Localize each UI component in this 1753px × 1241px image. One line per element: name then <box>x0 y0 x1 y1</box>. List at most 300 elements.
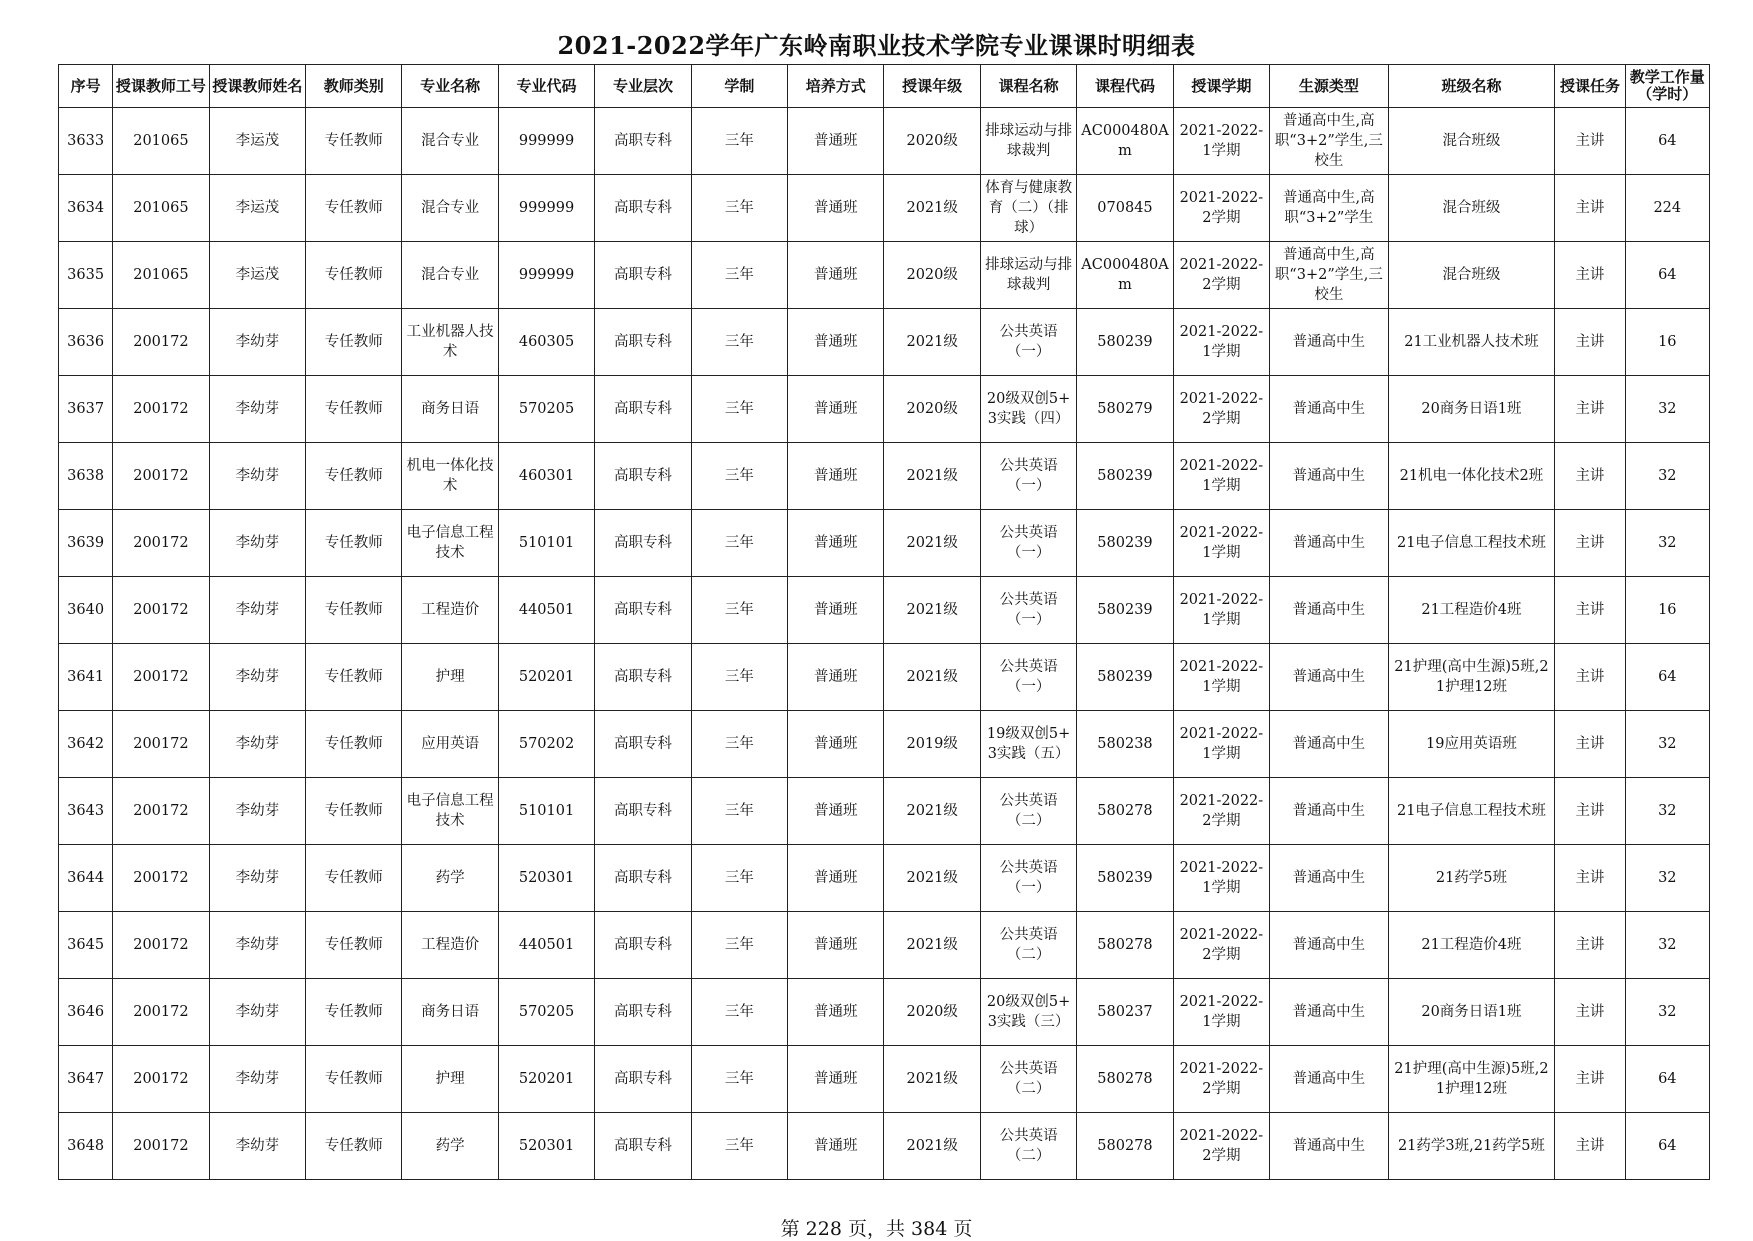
cell-student-source: 普通高中生 <box>1270 1113 1389 1180</box>
cell-duration: 三年 <box>691 175 787 242</box>
cell-student-source: 普通高中生 <box>1270 912 1389 979</box>
cell-task: 主讲 <box>1555 242 1625 309</box>
cell-major-code: 999999 <box>498 108 594 175</box>
column-header-teacher-type: 教师类别 <box>306 65 402 108</box>
cell-teacher-id: 200172 <box>113 845 209 912</box>
cell-seq: 3636 <box>59 309 113 376</box>
cell-teacher-id: 200172 <box>113 912 209 979</box>
cell-duration: 三年 <box>691 1113 787 1180</box>
cell-teacher-id: 200172 <box>113 1046 209 1113</box>
cell-teacher-type: 专任教师 <box>306 175 402 242</box>
cell-grade: 2021级 <box>884 778 980 845</box>
table-row <box>59 711 1710 778</box>
cell-major-code: 520201 <box>498 1046 594 1113</box>
cell-workload: 32 <box>1625 912 1709 979</box>
cell-teacher-id: 200172 <box>113 644 209 711</box>
column-header-major-name: 专业名称 <box>402 65 498 108</box>
cell-major-code: 999999 <box>498 242 594 309</box>
cell-teacher-name: 李幼芽 <box>209 778 305 845</box>
cell-workload: 32 <box>1625 711 1709 778</box>
cell-teacher-name: 李运茂 <box>209 175 305 242</box>
cell-major-code: 510101 <box>498 778 594 845</box>
cell-training-mode: 普通班 <box>788 1113 884 1180</box>
cell-workload: 16 <box>1625 577 1709 644</box>
cell-grade: 2021级 <box>884 443 980 510</box>
cell-workload: 64 <box>1625 1113 1709 1180</box>
cell-major-name: 混合专业 <box>402 175 498 242</box>
cell-teacher-type: 专任教师 <box>306 577 402 644</box>
cell-semester: 2021-2022-1学期 <box>1173 979 1269 1046</box>
cell-course-name: 20级双创5+3实践（四） <box>980 376 1076 443</box>
cell-major-name: 电子信息工程技术 <box>402 778 498 845</box>
cell-semester: 2021-2022-1学期 <box>1173 644 1269 711</box>
cell-teacher-id: 200172 <box>113 376 209 443</box>
cell-major-level: 高职专科 <box>595 242 691 309</box>
cell-grade: 2020级 <box>884 979 980 1046</box>
cell-class-name: 混合班级 <box>1388 175 1555 242</box>
table-row <box>59 443 1710 510</box>
cell-major-level: 高职专科 <box>595 912 691 979</box>
cell-course-code: AC000480Am <box>1077 242 1173 309</box>
cell-student-source: 普通高中生 <box>1270 577 1389 644</box>
cell-major-code: 999999 <box>498 175 594 242</box>
cell-class-name: 21机电一体化技术2班 <box>1388 443 1555 510</box>
cell-major-name: 药学 <box>402 1113 498 1180</box>
cell-major-level: 高职专科 <box>595 845 691 912</box>
cell-task: 主讲 <box>1555 644 1625 711</box>
cell-teacher-name: 李幼芽 <box>209 711 305 778</box>
table-row <box>59 845 1710 912</box>
cell-workload: 32 <box>1625 510 1709 577</box>
cell-training-mode: 普通班 <box>788 577 884 644</box>
cell-workload: 16 <box>1625 309 1709 376</box>
cell-teacher-name: 李幼芽 <box>209 1046 305 1113</box>
cell-seq: 3637 <box>59 376 113 443</box>
cell-training-mode: 普通班 <box>788 1046 884 1113</box>
cell-student-source: 普通高中生,高职“3+2”学生,三校生 <box>1270 242 1389 309</box>
cell-major-level: 高职专科 <box>595 175 691 242</box>
cell-duration: 三年 <box>691 108 787 175</box>
column-header-student-source: 生源类型 <box>1270 65 1389 108</box>
cell-major-level: 高职专科 <box>595 1113 691 1180</box>
cell-semester: 2021-2022-1学期 <box>1173 711 1269 778</box>
cell-class-name: 21工程造价4班 <box>1388 912 1555 979</box>
table-row <box>59 912 1710 979</box>
cell-teacher-type: 专任教师 <box>306 644 402 711</box>
cell-seq: 3635 <box>59 242 113 309</box>
cell-duration: 三年 <box>691 778 787 845</box>
cell-seq: 3648 <box>59 1113 113 1180</box>
cell-teacher-name: 李运茂 <box>209 242 305 309</box>
cell-teacher-name: 李幼芽 <box>209 577 305 644</box>
cell-teacher-name: 李幼芽 <box>209 443 305 510</box>
cell-major-code: 570205 <box>498 376 594 443</box>
column-header-class-name: 班级名称 <box>1388 65 1555 108</box>
cell-duration: 三年 <box>691 845 787 912</box>
cell-workload: 64 <box>1625 1046 1709 1113</box>
cell-workload: 64 <box>1625 108 1709 175</box>
table-body <box>59 108 1710 1180</box>
cell-semester: 2021-2022-2学期 <box>1173 1113 1269 1180</box>
cell-duration: 三年 <box>691 443 787 510</box>
cell-teacher-name: 李幼芽 <box>209 912 305 979</box>
cell-task: 主讲 <box>1555 778 1625 845</box>
column-header-major-level: 专业层次 <box>595 65 691 108</box>
cell-grade: 2021级 <box>884 912 980 979</box>
cell-class-name: 20商务日语1班 <box>1388 376 1555 443</box>
cell-task: 主讲 <box>1555 711 1625 778</box>
table-row <box>59 175 1710 242</box>
cell-task: 主讲 <box>1555 175 1625 242</box>
cell-teacher-type: 专任教师 <box>306 242 402 309</box>
cell-major-name: 混合专业 <box>402 108 498 175</box>
cell-seq: 3641 <box>59 644 113 711</box>
cell-task: 主讲 <box>1555 510 1625 577</box>
page-footer: 第 228 页，共 384 页 <box>780 1218 973 1240</box>
cell-training-mode: 普通班 <box>788 711 884 778</box>
cell-course-code: 070845 <box>1077 175 1173 242</box>
cell-teacher-type: 专任教师 <box>306 979 402 1046</box>
cell-grade: 2021级 <box>884 577 980 644</box>
cell-major-level: 高职专科 <box>595 778 691 845</box>
cell-course-name: 公共英语（二） <box>980 912 1076 979</box>
table-row <box>59 644 1710 711</box>
cell-major-code: 520301 <box>498 845 594 912</box>
cell-student-source: 普通高中生 <box>1270 778 1389 845</box>
cell-teacher-id: 200172 <box>113 443 209 510</box>
cell-workload: 32 <box>1625 443 1709 510</box>
cell-class-name: 21药学3班,21药学5班 <box>1388 1113 1555 1180</box>
cell-student-source: 普通高中生 <box>1270 979 1389 1046</box>
cell-duration: 三年 <box>691 979 787 1046</box>
table-row <box>59 108 1710 175</box>
cell-teacher-id: 200172 <box>113 510 209 577</box>
cell-semester: 2021-2022-1学期 <box>1173 108 1269 175</box>
column-header-duration: 学制 <box>691 65 787 108</box>
cell-major-name: 机电一体化技术 <box>402 443 498 510</box>
cell-teacher-type: 专任教师 <box>306 510 402 577</box>
cell-course-name: 公共英语（一） <box>980 309 1076 376</box>
cell-student-source: 普通高中生 <box>1270 443 1389 510</box>
cell-teacher-type: 专任教师 <box>306 1113 402 1180</box>
cell-student-source: 普通高中生,高职“3+2”学生,三校生 <box>1270 108 1389 175</box>
cell-training-mode: 普通班 <box>788 644 884 711</box>
cell-major-level: 高职专科 <box>595 1046 691 1113</box>
cell-training-mode: 普通班 <box>788 376 884 443</box>
cell-major-name: 电子信息工程技术 <box>402 510 498 577</box>
cell-semester: 2021-2022-2学期 <box>1173 1046 1269 1113</box>
cell-training-mode: 普通班 <box>788 912 884 979</box>
cell-training-mode: 普通班 <box>788 443 884 510</box>
cell-duration: 三年 <box>691 912 787 979</box>
cell-teacher-id: 201065 <box>113 242 209 309</box>
cell-class-name: 20商务日语1班 <box>1388 979 1555 1046</box>
cell-major-code: 570202 <box>498 711 594 778</box>
cell-student-source: 普通高中生 <box>1270 1046 1389 1113</box>
cell-duration: 三年 <box>691 644 787 711</box>
cell-teacher-name: 李幼芽 <box>209 845 305 912</box>
cell-workload: 32 <box>1625 845 1709 912</box>
cell-grade: 2021级 <box>884 845 980 912</box>
cell-course-name: 公共英语（二） <box>980 778 1076 845</box>
cell-course-name: 公共英语（一） <box>980 443 1076 510</box>
cell-major-name: 工程造价 <box>402 577 498 644</box>
cell-teacher-id: 201065 <box>113 175 209 242</box>
table-row <box>59 577 1710 644</box>
cell-major-name: 药学 <box>402 845 498 912</box>
cell-task: 主讲 <box>1555 108 1625 175</box>
cell-seq: 3645 <box>59 912 113 979</box>
cell-seq: 3639 <box>59 510 113 577</box>
cell-course-name: 公共英语（一） <box>980 510 1076 577</box>
cell-major-level: 高职专科 <box>595 108 691 175</box>
cell-class-name: 21护理(高中生源)5班,21护理12班 <box>1388 644 1555 711</box>
cell-training-mode: 普通班 <box>788 108 884 175</box>
cell-course-code: AC000480Am <box>1077 108 1173 175</box>
cell-training-mode: 普通班 <box>788 845 884 912</box>
cell-teacher-name: 李幼芽 <box>209 309 305 376</box>
cell-major-name: 应用英语 <box>402 711 498 778</box>
cell-grade: 2021级 <box>884 309 980 376</box>
cell-major-name: 护理 <box>402 644 498 711</box>
cell-class-name: 混合班级 <box>1388 242 1555 309</box>
cell-class-name: 混合班级 <box>1388 108 1555 175</box>
cell-semester: 2021-2022-1学期 <box>1173 577 1269 644</box>
cell-task: 主讲 <box>1555 443 1625 510</box>
cell-major-level: 高职专科 <box>595 510 691 577</box>
cell-class-name: 21电子信息工程技术班 <box>1388 510 1555 577</box>
cell-training-mode: 普通班 <box>788 309 884 376</box>
cell-grade: 2021级 <box>884 1046 980 1113</box>
cell-seq: 3643 <box>59 778 113 845</box>
table-row <box>59 242 1710 309</box>
cell-training-mode: 普通班 <box>788 778 884 845</box>
cell-class-name: 21护理(高中生源)5班,21护理12班 <box>1388 1046 1555 1113</box>
cell-teacher-type: 专任教师 <box>306 1046 402 1113</box>
cell-course-code: 580278 <box>1077 778 1173 845</box>
cell-teacher-id: 200172 <box>113 1113 209 1180</box>
cell-course-code: 580238 <box>1077 711 1173 778</box>
cell-seq: 3633 <box>59 108 113 175</box>
course-hours-table <box>58 64 1710 1180</box>
cell-major-code: 460305 <box>498 309 594 376</box>
cell-teacher-id: 200172 <box>113 309 209 376</box>
cell-course-code: 580239 <box>1077 510 1173 577</box>
cell-grade: 2021级 <box>884 510 980 577</box>
cell-grade: 2020级 <box>884 108 980 175</box>
cell-student-source: 普通高中生 <box>1270 711 1389 778</box>
page-title: 2021-2022学年广东岭南职业技术学院专业课课时明细表 <box>557 31 1196 60</box>
cell-major-name: 商务日语 <box>402 979 498 1046</box>
cell-duration: 三年 <box>691 711 787 778</box>
cell-teacher-name: 李幼芽 <box>209 644 305 711</box>
cell-major-level: 高职专科 <box>595 577 691 644</box>
column-header-training-mode: 培养方式 <box>788 65 884 108</box>
cell-duration: 三年 <box>691 577 787 644</box>
cell-course-name: 公共英语（二） <box>980 1046 1076 1113</box>
cell-major-code: 570205 <box>498 979 594 1046</box>
cell-class-name: 21工程造价4班 <box>1388 577 1555 644</box>
cell-major-level: 高职专科 <box>595 711 691 778</box>
cell-class-name: 21电子信息工程技术班 <box>1388 778 1555 845</box>
cell-student-source: 普通高中生,高职“3+2”学生 <box>1270 175 1389 242</box>
cell-workload: 32 <box>1625 376 1709 443</box>
cell-grade: 2021级 <box>884 175 980 242</box>
table-row <box>59 376 1710 443</box>
cell-teacher-name: 李幼芽 <box>209 510 305 577</box>
cell-course-name: 体育与健康教育（二）（排球） <box>980 175 1076 242</box>
cell-teacher-id: 200172 <box>113 711 209 778</box>
cell-teacher-id: 200172 <box>113 577 209 644</box>
cell-student-source: 普通高中生 <box>1270 309 1389 376</box>
cell-workload: 224 <box>1625 175 1709 242</box>
cell-seq: 3642 <box>59 711 113 778</box>
cell-major-name: 工业机器人技术 <box>402 309 498 376</box>
table-row <box>59 1046 1710 1113</box>
cell-class-name: 21工业机器人技术班 <box>1388 309 1555 376</box>
cell-major-level: 高职专科 <box>595 644 691 711</box>
cell-major-name: 工程造价 <box>402 912 498 979</box>
cell-teacher-id: 201065 <box>113 108 209 175</box>
cell-duration: 三年 <box>691 1046 787 1113</box>
cell-semester: 2021-2022-2学期 <box>1173 175 1269 242</box>
cell-major-level: 高职专科 <box>595 979 691 1046</box>
cell-semester: 2021-2022-2学期 <box>1173 778 1269 845</box>
cell-class-name: 19应用英语班 <box>1388 711 1555 778</box>
cell-grade: 2019级 <box>884 711 980 778</box>
cell-teacher-id: 200172 <box>113 979 209 1046</box>
cell-teacher-type: 专任教师 <box>306 309 402 376</box>
column-header-teacher-id: 授课教师工号 <box>113 65 209 108</box>
column-header-course-code: 课程代码 <box>1077 65 1173 108</box>
cell-duration: 三年 <box>691 376 787 443</box>
column-header-semester: 授课学期 <box>1173 65 1269 108</box>
cell-training-mode: 普通班 <box>788 979 884 1046</box>
cell-teacher-type: 专任教师 <box>306 108 402 175</box>
cell-seq: 3640 <box>59 577 113 644</box>
cell-task: 主讲 <box>1555 309 1625 376</box>
cell-teacher-type: 专任教师 <box>306 376 402 443</box>
cell-teacher-type: 专任教师 <box>306 845 402 912</box>
cell-task: 主讲 <box>1555 845 1625 912</box>
cell-course-code: 580239 <box>1077 443 1173 510</box>
cell-course-name: 20级双创5+3实践（三） <box>980 979 1076 1046</box>
cell-training-mode: 普通班 <box>788 510 884 577</box>
cell-teacher-type: 专任教师 <box>306 778 402 845</box>
cell-task: 主讲 <box>1555 979 1625 1046</box>
cell-course-name: 排球运动与排球裁判 <box>980 108 1076 175</box>
cell-duration: 三年 <box>691 242 787 309</box>
table-row <box>59 510 1710 577</box>
cell-semester: 2021-2022-1学期 <box>1173 443 1269 510</box>
cell-grade: 2020级 <box>884 376 980 443</box>
column-header-seq: 序号 <box>59 65 113 108</box>
cell-teacher-type: 专任教师 <box>306 912 402 979</box>
cell-course-name: 公共英语（一） <box>980 845 1076 912</box>
cell-major-name: 混合专业 <box>402 242 498 309</box>
cell-course-code: 580278 <box>1077 1046 1173 1113</box>
column-header-task: 授课任务 <box>1555 65 1625 108</box>
cell-major-level: 高职专科 <box>595 376 691 443</box>
cell-course-name: 公共英语（二） <box>980 1113 1076 1180</box>
cell-major-code: 460301 <box>498 443 594 510</box>
cell-task: 主讲 <box>1555 1046 1625 1113</box>
cell-task: 主讲 <box>1555 912 1625 979</box>
table-row <box>59 979 1710 1046</box>
cell-workload: 32 <box>1625 778 1709 845</box>
header-row <box>59 65 1710 108</box>
cell-major-code: 520201 <box>498 644 594 711</box>
cell-course-name: 排球运动与排球裁判 <box>980 242 1076 309</box>
cell-teacher-name: 李幼芽 <box>209 1113 305 1180</box>
cell-course-code: 580279 <box>1077 376 1173 443</box>
column-header-major-code: 专业代码 <box>498 65 594 108</box>
cell-class-name: 21药学5班 <box>1388 845 1555 912</box>
cell-duration: 三年 <box>691 309 787 376</box>
cell-major-level: 高职专科 <box>595 443 691 510</box>
cell-teacher-type: 专任教师 <box>306 711 402 778</box>
cell-semester: 2021-2022-2学期 <box>1173 242 1269 309</box>
cell-grade: 2020级 <box>884 242 980 309</box>
cell-semester: 2021-2022-1学期 <box>1173 309 1269 376</box>
cell-student-source: 普通高中生 <box>1270 510 1389 577</box>
table-row <box>59 309 1710 376</box>
cell-seq: 3647 <box>59 1046 113 1113</box>
column-header-workload: 教学工作量（学时） <box>1625 65 1709 108</box>
cell-seq: 3638 <box>59 443 113 510</box>
cell-workload: 64 <box>1625 644 1709 711</box>
cell-course-name: 19级双创5+3实践（五） <box>980 711 1076 778</box>
cell-major-level: 高职专科 <box>595 309 691 376</box>
cell-course-code: 580239 <box>1077 644 1173 711</box>
cell-teacher-name: 李运茂 <box>209 108 305 175</box>
cell-major-code: 440501 <box>498 577 594 644</box>
cell-training-mode: 普通班 <box>788 242 884 309</box>
cell-semester: 2021-2022-2学期 <box>1173 912 1269 979</box>
cell-teacher-type: 专任教师 <box>306 443 402 510</box>
cell-duration: 三年 <box>691 510 787 577</box>
cell-course-name: 公共英语（一） <box>980 644 1076 711</box>
cell-course-code: 580237 <box>1077 979 1173 1046</box>
cell-major-code: 520301 <box>498 1113 594 1180</box>
column-header-course-name: 课程名称 <box>980 65 1076 108</box>
cell-teacher-name: 李幼芽 <box>209 979 305 1046</box>
cell-student-source: 普通高中生 <box>1270 644 1389 711</box>
cell-course-code: 580278 <box>1077 912 1173 979</box>
cell-training-mode: 普通班 <box>788 175 884 242</box>
cell-semester: 2021-2022-2学期 <box>1173 376 1269 443</box>
cell-semester: 2021-2022-1学期 <box>1173 510 1269 577</box>
cell-teacher-id: 200172 <box>113 778 209 845</box>
cell-teacher-name: 李幼芽 <box>209 376 305 443</box>
cell-workload: 32 <box>1625 979 1709 1046</box>
cell-course-code: 580278 <box>1077 1113 1173 1180</box>
cell-course-code: 580239 <box>1077 845 1173 912</box>
cell-major-name: 商务日语 <box>402 376 498 443</box>
cell-major-code: 510101 <box>498 510 594 577</box>
cell-course-name: 公共英语（一） <box>980 577 1076 644</box>
cell-course-code: 580239 <box>1077 309 1173 376</box>
cell-course-code: 580239 <box>1077 577 1173 644</box>
cell-task: 主讲 <box>1555 376 1625 443</box>
cell-seq: 3646 <box>59 979 113 1046</box>
cell-grade: 2021级 <box>884 644 980 711</box>
cell-task: 主讲 <box>1555 577 1625 644</box>
table-row <box>59 778 1710 845</box>
cell-student-source: 普通高中生 <box>1270 376 1389 443</box>
table-header <box>59 65 1710 108</box>
cell-workload: 64 <box>1625 242 1709 309</box>
